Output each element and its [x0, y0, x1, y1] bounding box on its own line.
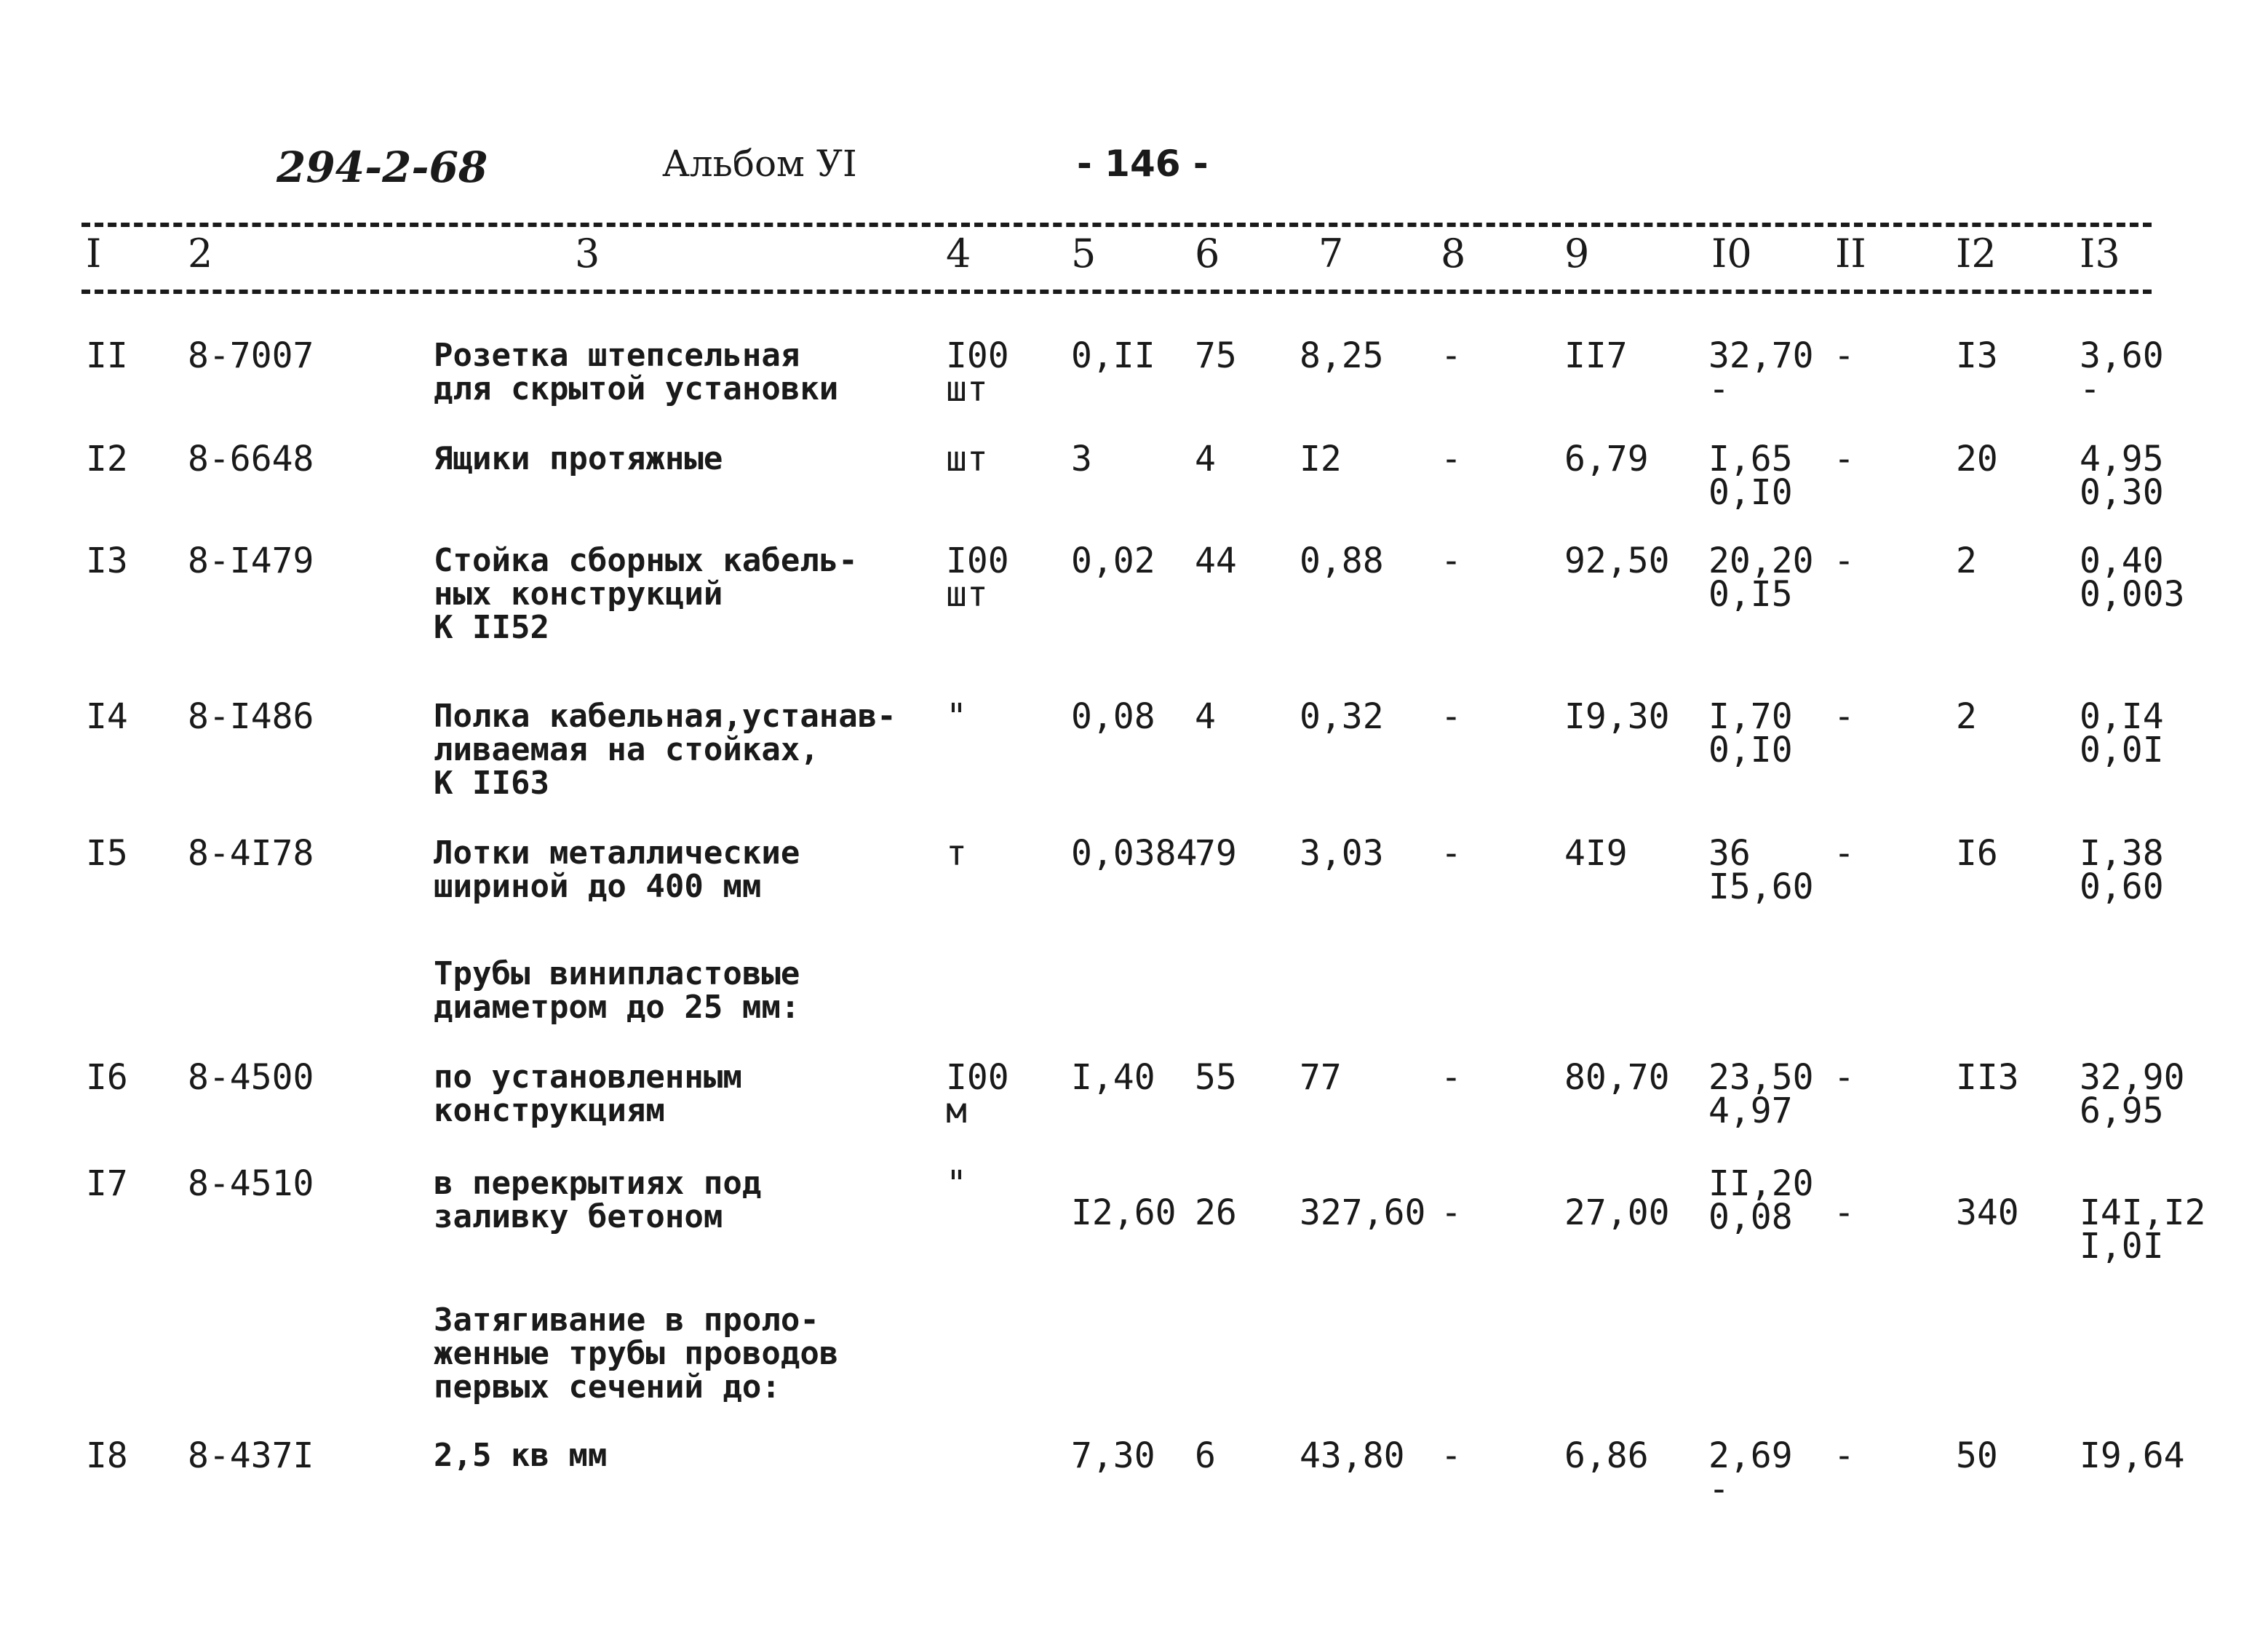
- column-header-12: I2: [1956, 231, 1997, 276]
- table-cell-col11: -: [1834, 439, 1855, 479]
- table-cell-col11: -: [1834, 541, 1855, 581]
- table-cell-col6: 4: [1195, 696, 1216, 737]
- table-cell-col3: Стойка сборных кабель- ных конструкций К II52: [434, 542, 858, 646]
- table-cell-col6: 55: [1195, 1057, 1237, 1098]
- table-cell-col3: по установленным конструкциям: [434, 1059, 742, 1129]
- table-cell-col12: 2: [1956, 696, 1977, 737]
- table-cell-col12: 340: [1956, 1192, 2019, 1233]
- column-header-11: II: [1835, 231, 1866, 276]
- table-cell-col13: 3,60 -: [2080, 335, 2164, 410]
- table-cell-col9: I9,30: [1564, 696, 1670, 737]
- table-cell-col4: шт: [946, 439, 988, 479]
- table-cell-col2: 8-4I78: [188, 833, 314, 874]
- table-cell-col7: 77: [1300, 1057, 1342, 1098]
- column-header-4: 4: [946, 231, 971, 276]
- table-cell-col3: Трубы винипластовые диаметром до 25 мм:: [434, 955, 800, 1026]
- table-cell-col9: II7: [1564, 335, 1628, 376]
- table-cell-col13: 4,95 0,30: [2080, 439, 2164, 513]
- table-cell-col13: 0,40 0,003: [2080, 541, 2185, 615]
- table-cell-col13: 32,90 6,95: [2080, 1057, 2185, 1131]
- column-header-7: 7: [1318, 231, 1344, 276]
- table-cell-col4: ": [946, 1163, 967, 1204]
- table-cell-col13: 0,I4 0,0I: [2080, 696, 2164, 770]
- table-cell-col5: 0,0384: [1071, 833, 1198, 874]
- column-header-5: 5: [1071, 231, 1097, 276]
- table-cell-col4: I00 шт: [946, 541, 1009, 615]
- table-cell-col9: 92,50: [1564, 541, 1670, 581]
- table-cell-col1: I3: [86, 541, 128, 581]
- column-header-6: 6: [1195, 231, 1220, 276]
- table-cell-col9: 6,79: [1564, 439, 1649, 479]
- table-cell-col13: I4I,I2 I,0I: [2080, 1192, 2206, 1267]
- table-cell-col5: 0,02: [1071, 541, 1155, 581]
- table-cell-col1: I4: [86, 696, 128, 737]
- table-cell-col8: -: [1441, 541, 1462, 581]
- table-cell-col6: 79: [1195, 833, 1237, 874]
- table-cell-col1: I5: [86, 833, 128, 874]
- table-cell-col3: Ящики протяжные: [434, 440, 723, 477]
- header-top-rule: [81, 223, 2152, 227]
- table-cell-col2: 8-6648: [188, 439, 314, 479]
- table-cell-col4: I00 шт: [946, 335, 1009, 410]
- table-cell-col10: I,70 0,I0: [1708, 696, 1793, 770]
- table-cell-col6: 44: [1195, 541, 1237, 581]
- column-header-13: I3: [2080, 231, 2120, 276]
- table-cell-col10: 2,69 -: [1708, 1435, 1793, 1510]
- table-cell-col2: 8-4500: [188, 1057, 314, 1098]
- table-cell-col5: 0,II: [1071, 335, 1155, 376]
- table-cell-col5: 0,08: [1071, 696, 1155, 737]
- table-cell-col11: -: [1834, 1192, 1855, 1233]
- table-cell-col12: 2: [1956, 541, 1977, 581]
- table-cell-col10: 32,70 -: [1708, 335, 1814, 410]
- table-cell-col9: 27,00: [1564, 1192, 1670, 1233]
- table-cell-col2: 8-I486: [188, 696, 314, 737]
- table-cell-col7: 43,80: [1300, 1435, 1405, 1476]
- table-cell-col2: 8-437I: [188, 1435, 314, 1476]
- table-cell-col3: 2,5 кв мм: [434, 1437, 608, 1474]
- column-header-10: I0: [1711, 231, 1752, 276]
- table-cell-col5: 3: [1071, 439, 1092, 479]
- table-cell-col10: II,20 0,08: [1708, 1163, 1814, 1238]
- page-number: - 146 -: [1077, 143, 1209, 185]
- table-cell-col4: ": [946, 696, 967, 737]
- table-cell-col2: 8-7007: [188, 335, 314, 376]
- table-cell-col12: I6: [1956, 833, 1998, 874]
- table-cell-col5: I,40: [1071, 1057, 1155, 1098]
- table-cell-col9: 80,70: [1564, 1057, 1670, 1098]
- table-cell-col8: -: [1441, 1057, 1462, 1098]
- table-cell-col8: -: [1441, 439, 1462, 479]
- table-cell-col2: 8-4510: [188, 1163, 314, 1204]
- table-cell-col4: т: [946, 833, 967, 874]
- table-cell-col11: -: [1834, 1057, 1855, 1098]
- table-cell-col10: 20,20 0,I5: [1708, 541, 1814, 615]
- table-cell-col4: I00 м: [946, 1057, 1009, 1131]
- table-cell-col1: I6: [86, 1057, 128, 1098]
- table-cell-col8: -: [1441, 335, 1462, 376]
- table-cell-col6: 4: [1195, 439, 1216, 479]
- album-label: Альбом УI: [662, 143, 857, 185]
- table-cell-col6: 75: [1195, 335, 1237, 376]
- table-cell-col3: в перекрытиях под заливку бетоном: [434, 1165, 762, 1235]
- table-cell-col8: -: [1441, 833, 1462, 874]
- table-cell-col11: -: [1834, 696, 1855, 737]
- table-cell-col10: 36 I5,60: [1708, 833, 1814, 907]
- table-cell-col7: 0,32: [1300, 696, 1384, 737]
- table-cell-col3: Розетка штепсельная для скрытой установки: [434, 337, 839, 407]
- table-cell-col7: 8,25: [1300, 335, 1384, 376]
- table-cell-col7: 0,88: [1300, 541, 1384, 581]
- table-cell-col11: -: [1834, 1435, 1855, 1476]
- table-cell-col8: -: [1441, 696, 1462, 737]
- column-header-3: 3: [575, 231, 600, 276]
- header-bottom-rule: [81, 290, 2152, 294]
- table-cell-col9: 6,86: [1564, 1435, 1649, 1476]
- column-header-8: 8: [1441, 231, 1466, 276]
- table-cell-col12: 20: [1956, 439, 1998, 479]
- table-cell-col2: 8-I479: [188, 541, 314, 581]
- table-cell-col12: II3: [1956, 1057, 2019, 1098]
- table-cell-col10: I,65 0,I0: [1708, 439, 1793, 513]
- table-cell-col10: 23,50 4,97: [1708, 1057, 1814, 1131]
- column-header-1: I: [86, 231, 102, 276]
- table-cell-col1: I8: [86, 1435, 128, 1476]
- document-code: 294-2-68: [276, 143, 488, 192]
- column-header-9: 9: [1564, 231, 1590, 276]
- table-cell-col13: I,38 0,60: [2080, 833, 2164, 907]
- table-cell-col6: 26: [1195, 1192, 1237, 1233]
- table-cell-col3: Лотки металлические шириной до 400 мм: [434, 834, 800, 905]
- table-cell-col7: I2: [1300, 439, 1342, 479]
- table-cell-col9: 4I9: [1564, 833, 1628, 874]
- table-cell-col11: -: [1834, 335, 1855, 376]
- table-cell-col13: I9,64: [2080, 1435, 2185, 1476]
- table-cell-col12: I3: [1956, 335, 1998, 376]
- table-cell-col1: II: [86, 335, 128, 376]
- table-cell-col7: 3,03: [1300, 833, 1384, 874]
- table-cell-col8: -: [1441, 1435, 1462, 1476]
- table-cell-col5: I2,60: [1071, 1192, 1177, 1233]
- table-cell-col5: 7,30: [1071, 1435, 1155, 1476]
- table-cell-col1: I7: [86, 1163, 128, 1204]
- table-cell-col12: 50: [1956, 1435, 1998, 1476]
- table-cell-col1: I2: [86, 439, 128, 479]
- table-cell-col3: Затягивание в проло- женные трубы проводов первых сечений до:: [434, 1302, 839, 1406]
- table-cell-col7: 327,60: [1300, 1192, 1426, 1233]
- table-cell-col6: 6: [1195, 1435, 1216, 1476]
- table-cell-col8: -: [1441, 1192, 1462, 1233]
- column-header-2: 2: [188, 231, 213, 276]
- table-cell-col3: Полка кабельная,устанав- ливаемая на стойках, К II63: [434, 698, 896, 802]
- table-cell-col11: -: [1834, 833, 1855, 874]
